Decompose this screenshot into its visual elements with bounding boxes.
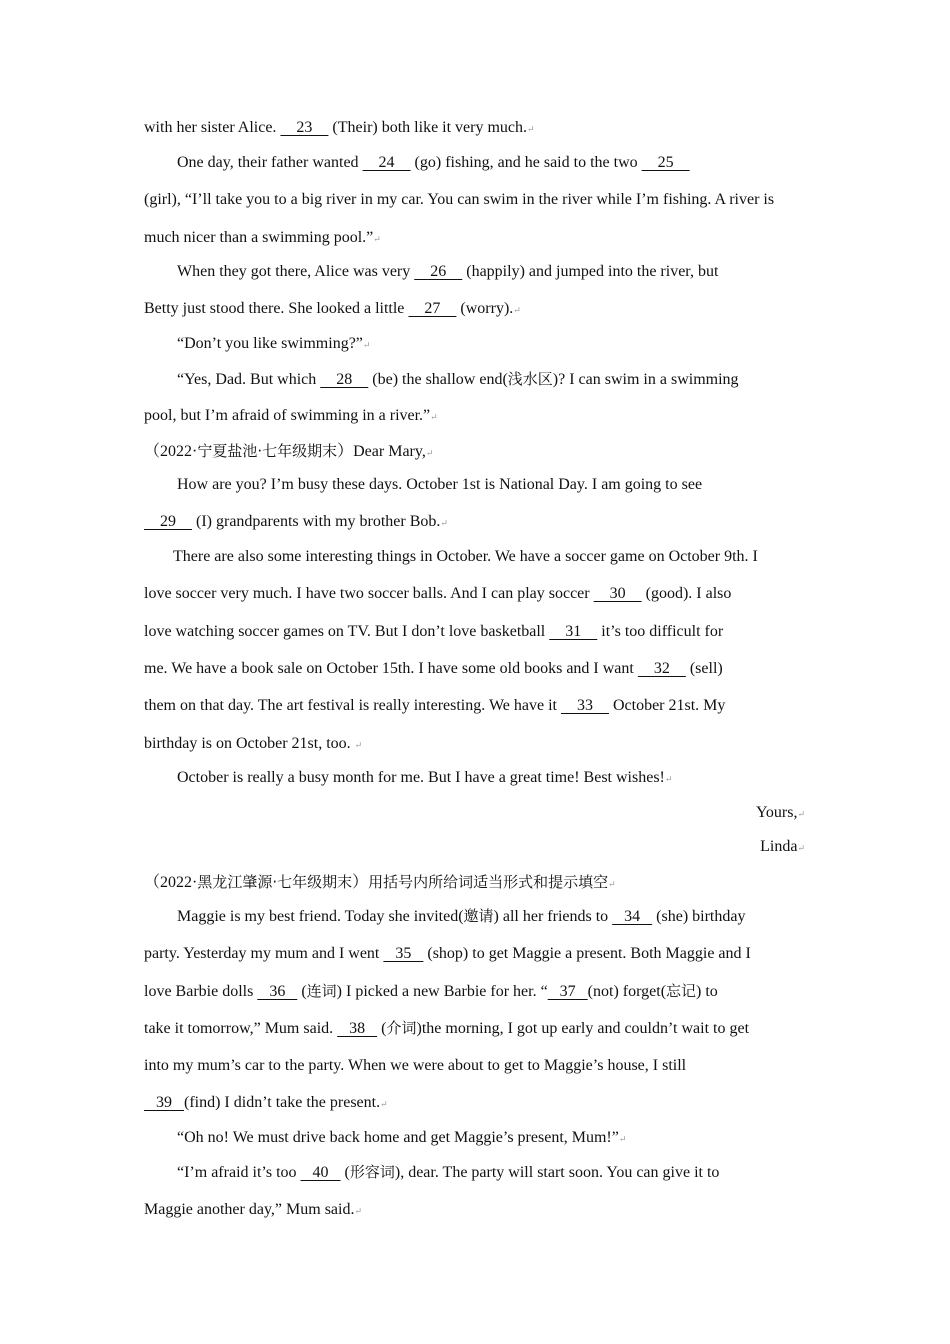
blank-34: 34 [612, 908, 653, 925]
text-line: into my mum’s car to the party. When we were about to get to Maggie’s house, I still [144, 1057, 687, 1074]
text-line: October is really a busy month for me. But I have a great time! Best wishes!↵ [177, 769, 673, 786]
text-line: “Oh no! We must drive back home and get Maggie’s present, Mum!”↵ [177, 1129, 627, 1146]
source-heading: （2022·宁夏盐池·七年级期末）Dear Mary,↵ [144, 442, 434, 460]
text-line: much nicer than a swimming pool.”↵ [144, 229, 381, 246]
blank-40: 40 [300, 1164, 341, 1181]
text-line: them on that day. The art festival is really interesting. We have it 33 October 21st. My [144, 697, 726, 714]
text-line: me. We have a book sale on October 15th. I have some old books and I want 32 (sell) [144, 660, 723, 677]
letter-closing: Yours,↵ [755, 804, 805, 821]
blank-31: 31 [549, 623, 598, 640]
text-line: When they got there, Alice was very 26 (happily) and jumped into the river, but [177, 263, 719, 280]
blank-36: 36 [257, 983, 298, 1000]
blank-29: 29 [144, 513, 192, 530]
text-line: party. Yesterday my mum and I went 35 (shop) to get Maggie a present. Both Maggie and I [144, 945, 751, 962]
section-instruction: 用括号内所给词适当形式和提示填空 [368, 873, 609, 891]
blank-27: 27 [408, 300, 457, 317]
blank-25: 25 [641, 154, 690, 171]
text-line: pool, but I’m afraid of swimming in a river.”↵ [144, 407, 438, 424]
text-line: 39 (find) I didn’t take the present.↵ [144, 1094, 388, 1111]
blank-23: 23 [280, 119, 329, 136]
text-line: Maggie another day,” Mum said.↵ [144, 1201, 363, 1218]
text-line: There are also some interesting things in October. We have a soccer game on October 9th. I [173, 548, 758, 565]
text-line: “I’m afraid it’s too 40 (形容词), dear. The party will start soon. You can give it to [177, 1163, 720, 1181]
text-line: with her sister Alice. 23 (Their) both like it very much.↵ [144, 119, 535, 136]
blank-30: 30 [593, 585, 642, 602]
blank-28: 28 [320, 371, 369, 388]
source-heading: （2022·黑龙江肇源·七年级期末）用括号内所给词适当形式和提示填空↵ [144, 873, 616, 891]
blank-33: 33 [560, 697, 609, 714]
text-line: One day, their father wanted 24 (go) fishing, and he said to the two 25 [177, 154, 690, 171]
blank-35: 35 [383, 945, 424, 962]
text-line: love soccer very much. I have two soccer balls. And I can play soccer 30 (good). I also [144, 585, 732, 602]
blank-37: 37 [547, 983, 588, 1000]
text-line: (girl), “I’ll take you to a big river in my car. You can swim in the river while I’m fishing. A river is [144, 191, 775, 208]
blank-24: 24 [362, 154, 411, 171]
letter-signature: Linda↵ [760, 838, 805, 855]
text-line: “Yes, Dad. But which 28 (be) the shallow end(浅水区)? I can swim in a swimming [177, 370, 739, 388]
text-line: Maggie is my best friend. Today she invited(邀请) all her friends to 34 (she) birthday [177, 907, 746, 925]
text-line: love watching soccer games on TV. But I don’t love basketball 31 it’s too difficult for [144, 623, 724, 640]
text-line: take it tomorrow,” Mum said. 38 (介词)the morning, I got up early and couldn’t wait to get [144, 1019, 750, 1037]
text-line: 29 (I) grandparents with my brother Bob.↵ [144, 513, 448, 530]
blank-32: 32 [637, 660, 686, 677]
text-line: love Barbie dolls 36 (连词) I picked a new Barbie for her. “ 37 (not) forget(忘记) to [144, 982, 718, 1000]
text-line: birthday is on October 21st, too. ↵ [144, 735, 363, 752]
blank-26: 26 [414, 263, 463, 280]
text-line: “Don’t you like swimming?”↵ [177, 335, 371, 352]
text-line: Betty just stood there. She looked a little 27 (worry).↵ [144, 300, 521, 317]
blank-38: 38 [337, 1020, 378, 1037]
text-line: How are you? I’m busy these days. October 1st is National Day. I am going to see [177, 476, 703, 493]
blank-39: 39 [144, 1094, 184, 1111]
